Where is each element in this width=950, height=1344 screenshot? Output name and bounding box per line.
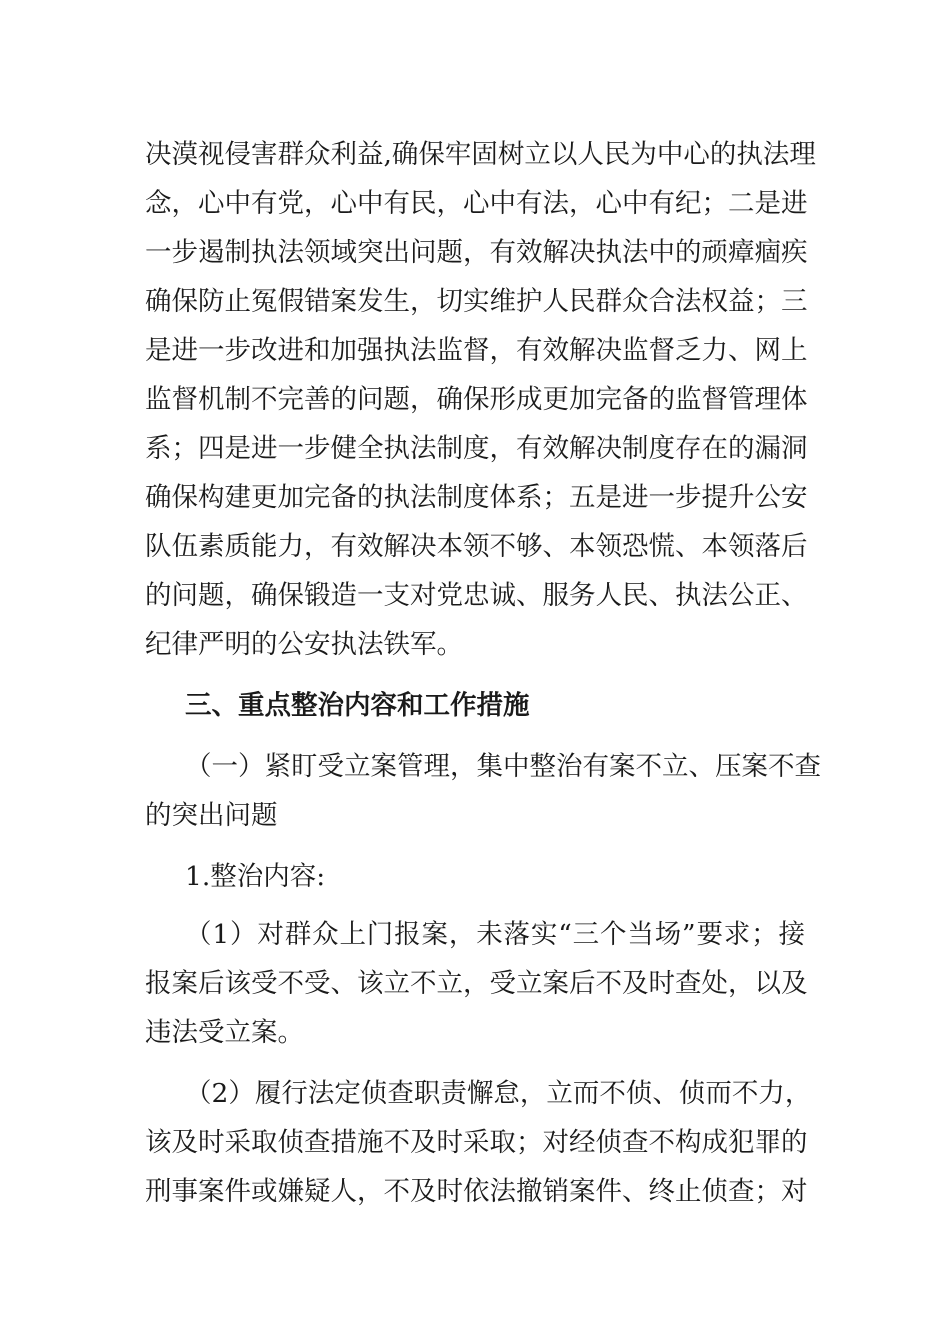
body-text-line: 队伍素质能力，有效解决本领不够、本领恐慌、本领落后: [145, 531, 808, 562]
list-item-line: 违法受立案。: [145, 1017, 304, 1048]
list-item-line: 刑事案件或嫌疑人，不及时依法撤销案件、终止侦查；对: [145, 1176, 808, 1207]
list-item-line: 该及时采取侦查措施不及时采取；对经侦查不构成犯罪的: [145, 1127, 808, 1158]
body-text-line: 确保防止冤假错案发生，切实维护人民群众合法权益；三: [145, 286, 808, 317]
list-item-line: （2）履行法定侦查职责懈怠，立而不侦、侦而不力，: [185, 1078, 812, 1109]
body-text-line: 系；四是进一步健全执法制度，有效解决制度存在的漏洞: [145, 433, 808, 464]
body-text-line: 一步遏制执法领域突出问题，有效解决执法中的顽瘴痼疾: [145, 237, 808, 268]
body-text-line: 的问题，确保锻造一支对党忠诚、服务人民、执法公正、: [145, 580, 808, 611]
section-heading: 三、重点整治内容和工作措施: [185, 690, 530, 721]
body-text-line: 是进一步改进和加强执法监督，有效解决监督乏力、网上: [145, 335, 808, 366]
body-text-line: 念，心中有党，心中有民，心中有法，心中有纪；二是进: [145, 188, 808, 219]
list-item-line: 报案后该受不受、该立不立，受立案后不及时查处，以及: [145, 968, 808, 999]
body-text-line: 确保构建更加完备的执法制度体系；五是进一步提升公安: [145, 482, 808, 513]
subsection-heading-line: 的突出问题: [145, 800, 278, 831]
list-item-line: （1）对群众上门报案，未落实“三个当场”要求；接: [185, 919, 805, 950]
body-text-line: 监督机制不完善的问题，确保形成更加完备的监督管理体: [145, 384, 808, 415]
subsection-heading-line: （一）紧盯受立案管理，集中整治有案不立、压案不查: [185, 751, 821, 782]
body-text-line: 决漠视侵害群众利益,确保牢固树立以人民为中心的执法理: [145, 139, 816, 170]
item-heading: 1.整治内容:: [185, 861, 326, 892]
body-text-line: 纪律严明的公安执法铁军。: [145, 629, 463, 660]
